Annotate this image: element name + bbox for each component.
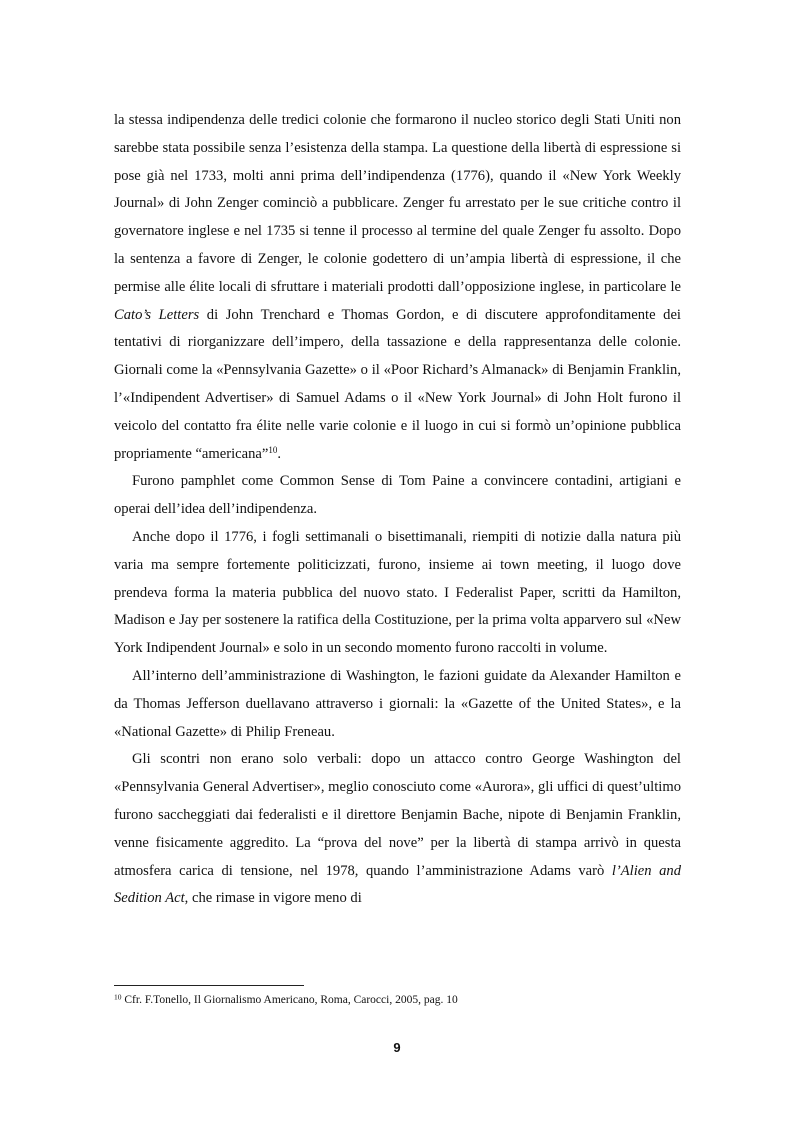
italic-text: l’Alien and Sedition Act <box>114 862 681 907</box>
text-run: Furono pamphlet come Common Sense di Tom Paine a convincere contadini, artigiani e operai dell’idea dell’indipendenza. <box>114 473 681 518</box>
text-run: di John Trenchard e Thomas Gordon, e di discutere approfonditamente dei tentativi di riorganizzare dell’impero, della tassazione e della rappresentanza delle colonie. Giornali come la «Pennsylvania Gazette» o il «Poor Richard’s Almanack» di Benjamin Franklin, l’«Indipendent Advertiser» di Samuel Adams o il «New York Journal» di John Holt furono il veicolo del contatto fra élite nelle varie colonie e il luogo in cui si formò un’opinione pubblica propriamente “americana” <box>114 306 681 462</box>
paragraph <box>114 468 681 524</box>
text-run: la stessa indipendenza delle tredici colonie che formarono il nucleo storico degli Stati Uniti non sarebbe stata possibile senza l’esistenza della stampa. La questione della libertà di espressione si pose già nel 1733, molti anni prima dell’indipendenza (1776), quando il «New York Weekly Journal» di John Zenger cominciò a pubblicare. Zenger fu arrestato per le sue critiche contro il governatore inglese e nel 1735 si tenne il processo al termine del quale Zenger fu assolto. Dopo la sentenza a favore di Zenger, le colonie godettero di un’ampia libertà di espressione, il che permise alle élite locali di sfruttare i materiali prodotti dall’opposizione inglese, in particolare le <box>114 112 681 295</box>
italic-text: Cato’s Letters <box>114 306 200 323</box>
footnote <box>114 993 458 1007</box>
body-text <box>114 107 681 913</box>
footnote-separator <box>114 985 304 986</box>
footnote-reference: 10 <box>268 444 278 455</box>
text-run: , che rimase in vigore meno di <box>184 890 362 907</box>
paragraph <box>114 746 681 913</box>
footnote-number: 10 <box>114 992 122 1002</box>
page-number: 9 <box>393 1040 401 1055</box>
footnote-text: Cfr. F.Tonello, Il Giornalismo Americano, Roma, Carocci, 2005, pag. 10 <box>121 994 458 1006</box>
paragraph <box>114 524 681 663</box>
text-run: Anche dopo il 1776, i fogli settimanali o bisettimanali, riempiti di notizie dalla natura più varia ma sempre fortemente politicizzati, furono, insieme ai town meeting, il luogo dove prendeva forma la materia pubblica del nuovo stato. I Federalist Paper, scritti da Hamilton, Madison e Jay per sostenere la ratifica della Costituzione, per la prima volta apparvero sul «New York Indipendent Journal» e solo in un secondo momento furono raccolti in volume. <box>114 528 681 657</box>
text-run: Gli scontri non erano solo verbali: dopo un attacco contro George Washington del «Pennsylvania General Advertiser», meglio conosciuto come «Aurora», gli uffici di quest’ultimo furono saccheggiati dai federalisti e il direttore Benjamin Bache, nipote di Benjamin Franklin, venne fisicamente aggredito. La “prova del nove” per la libertà di stampa arrivò in questa atmosfera carica di tensione, nel 1978, quando l’amministrazione Adams varò <box>114 751 681 879</box>
paragraph <box>114 663 681 746</box>
text-run: . <box>277 445 282 462</box>
paragraph <box>114 107 681 468</box>
text-run: All’interno dell’amministrazione di Washington, le fazioni guidate da Alexander Hamilton e da Thomas Jefferson duellavano attraverso i giornali: la «Gazette of the United States», e la «National Gazette» di Philip Freneau. <box>114 667 681 740</box>
